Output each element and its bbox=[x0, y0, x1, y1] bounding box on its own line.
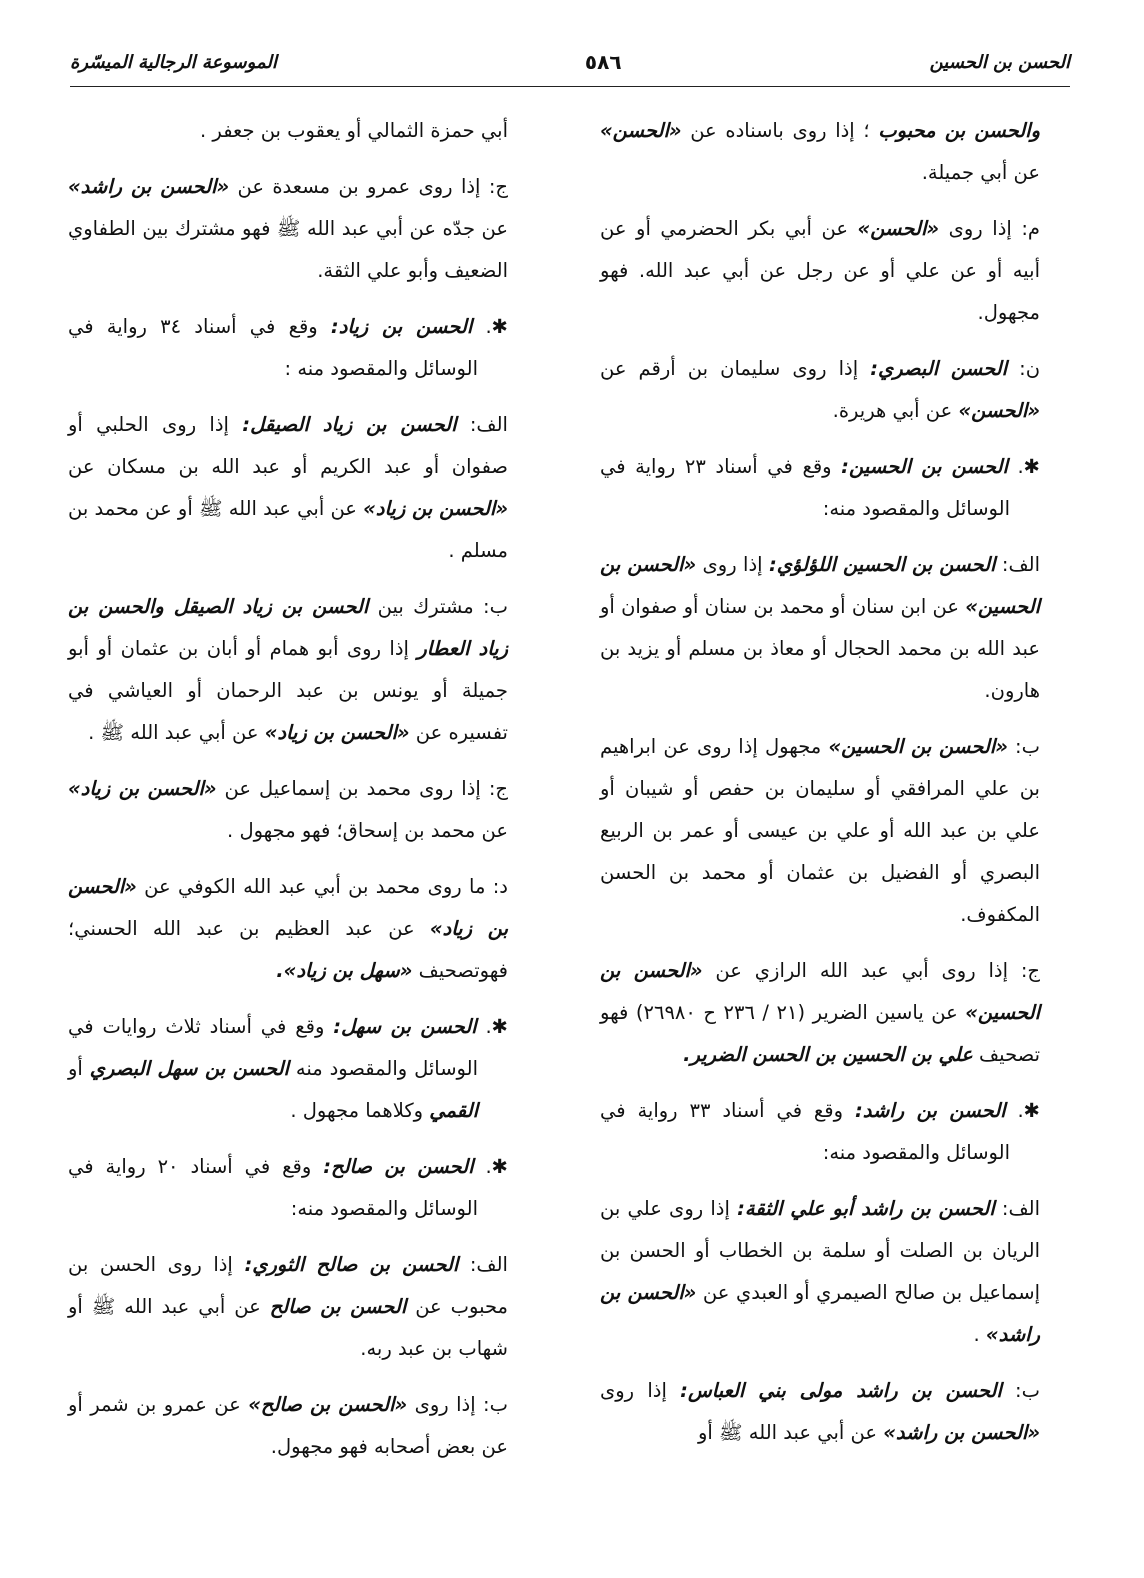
text-segment: ج: إذا روى عمرو بن مسعدة عن bbox=[229, 175, 508, 198]
narrator-name: الحسن بن راشد أبو علي الثقة: bbox=[737, 1197, 995, 1220]
text-segment: عن محمد بن إسحاق؛ فهو مجهول . bbox=[227, 819, 508, 842]
narrator-name: علي بن الحسين بن الحسن الضرير. bbox=[683, 1043, 973, 1066]
text-segment: عن أبي عبد الله ﷺ أو bbox=[698, 1421, 884, 1444]
text-segment: إذا روى bbox=[600, 1379, 681, 1402]
text-segment: ✱. bbox=[1005, 1099, 1040, 1122]
text-segment: ب: bbox=[1007, 735, 1040, 758]
narrator-name: «الحسن» bbox=[600, 119, 682, 142]
text-segment: عن عمرو بن شمر أو عن بعض أصحابه فهو مجهول. bbox=[68, 1393, 508, 1458]
narrator-name: الحسن بن صالح الثوري: bbox=[244, 1253, 459, 1276]
text-segment: مجهول إذا روى عن ابراهيم بن علي المرافقي أو سليمان بن حفص أو شيبان أو علي بن عبد الله أو علي بن عيسى أو عمر بن الربيع البصري أو الفضيل بن عثمان أو محمد بن الحسن المكفوف. bbox=[600, 735, 1040, 926]
narrator-name: «الحسن بن راشد» bbox=[883, 1421, 1040, 1444]
narrator-name: الحسن بن راشد: bbox=[854, 1099, 1006, 1122]
text-segment: الف: bbox=[456, 413, 508, 436]
text-segment: إذا روى أبو همام أو أبان بن عثمان أو أبو جميلة أو يونس بن عبد الرحمان أو العياشي في تفسيره عن bbox=[68, 637, 508, 744]
text-segment: ج: إذا روى محمد بن إسماعيل عن bbox=[216, 777, 508, 800]
narrator-name: الحسن بن الحسين: bbox=[841, 455, 1008, 478]
sub-paragraph bbox=[68, 1384, 508, 1468]
narrator-name: «الحسن» bbox=[857, 217, 940, 240]
narrator-name: الحسن البصري: bbox=[870, 357, 1008, 380]
text-segment: عن أبي جميلة. bbox=[921, 161, 1040, 184]
narrator-name: الحسن بن الحسين اللؤلؤي: bbox=[768, 553, 996, 576]
text-segment: وقع في أسناد ٢٣ رواية في الوسائل والمقصود منه: bbox=[600, 455, 1010, 520]
right-column bbox=[600, 110, 1040, 1468]
text-segment: إذا روى علي بن الريان بن الصلت أو سلمة بن الخطاب أو الحسن بن إسماعيل بن صالح الصيمري أو العبدي عن bbox=[600, 1197, 1040, 1304]
text-segment: م: إذا روى bbox=[939, 217, 1040, 240]
sub-paragraph bbox=[68, 1244, 508, 1370]
header-rule bbox=[70, 86, 1070, 87]
entry-paragraph bbox=[600, 1090, 1040, 1174]
sub-paragraph bbox=[600, 348, 1040, 432]
text-segment: عن أبي عبد الله ﷺ أو عن محمد بن مسلم . bbox=[68, 497, 508, 562]
narrator-name: «الحسن بن صالح» bbox=[248, 1393, 408, 1416]
text-segment: ✱. bbox=[476, 1015, 508, 1038]
sub-paragraph bbox=[600, 1188, 1040, 1356]
sub-paragraph bbox=[600, 110, 1040, 194]
text-segment: عن ابن سنان أو محمد بن سنان أو صفوان أو عبد الله بن محمد الحجال أو معاذ بن مسلم أو يزيد بن هارون. bbox=[600, 595, 1040, 702]
page-number: ٥٨٦ bbox=[584, 50, 622, 74]
sub-paragraph bbox=[600, 1370, 1040, 1454]
narrator-name: الحسن بن زياد الصيقل: bbox=[242, 413, 457, 436]
sub-paragraph bbox=[68, 404, 508, 572]
text-segment: أو bbox=[68, 1057, 90, 1080]
text-segment: . bbox=[973, 1323, 986, 1346]
sub-paragraph bbox=[68, 768, 508, 852]
text-segment: ب: إذا روى bbox=[407, 1393, 508, 1416]
text-segment: د: ما روى محمد بن أبي عبد الله الكوفي عن bbox=[136, 875, 508, 898]
sub-paragraph bbox=[600, 950, 1040, 1076]
sub-paragraph bbox=[68, 866, 508, 992]
text-segment: وقع في أسناد ٢٠ رواية في الوسائل والمقصود منه: bbox=[68, 1155, 478, 1220]
narrator-name: الحسن بن زياد: bbox=[330, 315, 473, 338]
text-segment: عن أبي بكر الحضرمي أو عن أبيه أو عن علي أو عن رجل عن أبي عبد الله. فهو مجهول. bbox=[600, 217, 1040, 324]
narrator-name: «الحسن بن زياد» bbox=[68, 777, 217, 800]
narrator-name: «الحسن بن زياد» bbox=[363, 497, 508, 520]
text-segment: وقع في أسناد ثلاث روايات في الوسائل والمقصود منه bbox=[68, 1015, 478, 1080]
narrator-name: «الحسن بن راشد» bbox=[68, 175, 230, 198]
sub-paragraph bbox=[600, 208, 1040, 334]
text-segment: وقع في أسناد ٣٤ رواية في الوسائل والمقصود منه : bbox=[68, 315, 478, 380]
entry-paragraph bbox=[600, 446, 1040, 530]
narrator-name: الحسن بن زياد الصيقل والحسن بن زياد العطار bbox=[68, 595, 508, 660]
text-segment: إذا روى سليمان بن أرقم عن bbox=[600, 357, 871, 380]
text-segment: عن أبي عبد الله ﷺ أو شهاب بن عبد ربه. bbox=[68, 1295, 508, 1360]
narrator-name: «الحسن» bbox=[958, 399, 1040, 422]
narrator-name: الحسن بن صالح: bbox=[323, 1155, 474, 1178]
narrator-name: الحسن بن سهل البصري bbox=[89, 1057, 289, 1080]
entry-paragraph bbox=[68, 1006, 508, 1132]
narrator-name: «الحسن بن زياد» bbox=[68, 875, 508, 940]
text-segment: الف: bbox=[995, 553, 1041, 576]
left-running-title: الموسوعة الرجالية الميسّرة bbox=[70, 51, 277, 73]
text-segment: ✱. bbox=[472, 315, 508, 338]
text-segment: عن جدّه عن أبي عبد الله ﷺ فهو مشترك بين الطفاوي الضعيف وأبو علي الثقة. bbox=[68, 217, 508, 282]
text-segment: إذا روى الحلبي أو صفوان أو عبد الكريم أو عبد الله بن مسكان عن bbox=[68, 413, 508, 478]
sub-paragraph bbox=[68, 586, 508, 754]
narrator-name: «الحسن بن زياد» bbox=[264, 721, 410, 744]
page-header bbox=[70, 40, 1070, 84]
text-segment: وكلاهما مجهول . bbox=[290, 1099, 430, 1122]
text-segment: ج: إذا روى أبي عبد الله الرازي عن bbox=[702, 959, 1040, 982]
sub-paragraph bbox=[68, 110, 508, 152]
text-segment: الف: bbox=[458, 1253, 508, 1276]
narrator-name: الحسن بن سهل: bbox=[333, 1015, 477, 1038]
text-segment: أبي حمزة الثمالي أو يعقوب بن جعفر . bbox=[200, 119, 508, 142]
text-segment: وقع في أسناد ٣٣ رواية في الوسائل والمقصود منه: bbox=[600, 1099, 1010, 1164]
text-segment: إذا روى الحسن بن محبوب عن bbox=[68, 1253, 508, 1318]
right-running-title: الحسن بن الحسين bbox=[929, 51, 1070, 73]
narrator-name: «الحسن بن راشد» bbox=[600, 1281, 1040, 1346]
left-column bbox=[68, 110, 508, 1482]
text-segment: ✱. bbox=[473, 1155, 508, 1178]
text-segment: الف: bbox=[994, 1197, 1040, 1220]
sub-paragraph bbox=[600, 544, 1040, 712]
text-segment: ب: مشترك بين bbox=[368, 595, 508, 618]
entry-paragraph bbox=[68, 1146, 508, 1230]
narrator-name: القمي bbox=[429, 1099, 478, 1122]
text-segment: ن: bbox=[1007, 357, 1041, 380]
text-segment: عن أبي هريرة. bbox=[832, 399, 959, 422]
narrator-name: «سهل بن زياد». bbox=[276, 959, 413, 982]
narrator-name: والحسن بن محبوب bbox=[878, 119, 1040, 142]
text-segment: عن أبي عبد الله ﷺ . bbox=[88, 721, 265, 744]
narrator-name: «الحسن بن الحسين» bbox=[828, 735, 1008, 758]
narrator-name: «الحسن بن الحسين» bbox=[600, 959, 1040, 1024]
text-segment: إذا روى bbox=[696, 553, 769, 576]
text-segment: عن ياسين الضرير (٢١ / ٢٣٦ ح ٢٦٩٨٠) فهو تصحيف bbox=[600, 1001, 1040, 1066]
narrator-name: الحسن بن صالح bbox=[269, 1295, 407, 1318]
sub-paragraph bbox=[68, 166, 508, 292]
narrator-name: الحسن بن راشد مولى بني العباس: bbox=[680, 1379, 1002, 1402]
narrator-name: «الحسن بن الحسين» bbox=[600, 553, 1040, 618]
text-segment: عن عبد العظيم بن عبد الله الحسني؛ فهوتصحيف bbox=[68, 917, 508, 982]
text-segment: ب: bbox=[1001, 1379, 1040, 1402]
entry-paragraph bbox=[68, 306, 508, 390]
sub-paragraph bbox=[600, 726, 1040, 936]
text-segment: ✱. bbox=[1007, 455, 1040, 478]
text-segment: ؛ إذا روى باسناده عن bbox=[681, 119, 879, 142]
